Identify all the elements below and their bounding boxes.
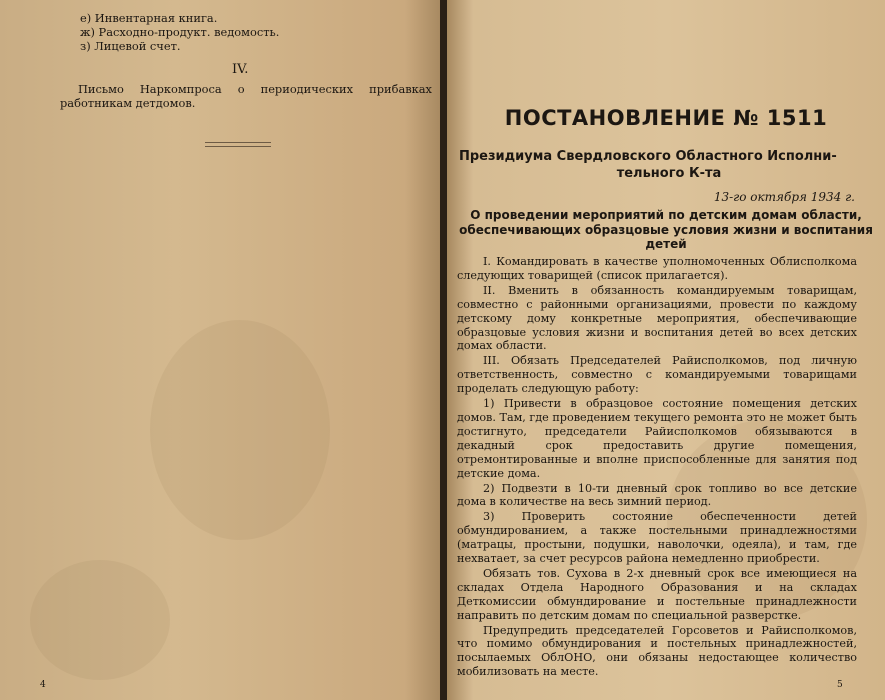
- paragraph-3: III. Обязать Председателей Райисполкомов, под личную ответственность, совместно с командируемыми товарищами проделать следующую работу:: [457, 354, 857, 396]
- paragraph-3-1: 1) Привести в образцовое состояние помещения детских домов. Там, где проведением текущего ремонта это не может быть достигнуто, председатели Райисполкомов обязываются в декадный срок предоставить другие помещения, отремонтированные и вполне приспособленные для занятия под детские дома.: [457, 397, 857, 480]
- presidium-heading: [459, 148, 879, 182]
- page-number-left: 4: [40, 680, 46, 690]
- paragraph-2: II. Вменить в обязанность командируемым товарищам, совместно с районными организациями, провести по каждому детскому дому конкретные мероприятия, обеспечивающие образцовые условия жизни и воспитания детей во всех детских домах области.: [457, 283, 857, 353]
- list-item-zh: ж) Расходно-продукт. ведомость.: [80, 25, 280, 39]
- paragraph-1: I. Командировать в качестве уполномоченных Облисполкома следующих товарищей (список прилагается).: [457, 255, 857, 282]
- presidium-line-2: тельного К-та: [616, 166, 722, 181]
- letter-text: Письмо Наркомпроса о периодических прибавках работникам детдомов.: [60, 82, 432, 110]
- decree-body: [457, 255, 857, 680]
- decree-subject: О проведении мероприятий по детским домам области, обеспечивающих образцовые условия жизни и воспитания детей: [459, 208, 873, 251]
- presidium-line-1: Президиума Свердловского Областного Исполни-: [459, 149, 837, 164]
- paragraph-3-3: 3) Проверить состояние обеспеченности детей обмундированием, а также постельными принадлежностями (матрацы, простыни, подушки, наволочки, одеяла), и там, где нехватает, за счет ресурсов района немедленно приобрести.: [457, 510, 857, 566]
- left-page: [0, 0, 440, 700]
- decree-date: 13-го октября 1934 г.: [713, 190, 855, 204]
- page-number-right: 5: [837, 680, 843, 690]
- paragraph-sukhov: Обязать тов. Сухова в 2-х дневный срок все имеющиеся на складах Отдела Народного Образования и на складах Деткомиссии обмундирование и постельные принадлежности направить по детским домам по специальной разверстке.: [457, 566, 857, 622]
- list-item-z: з) Лицевой счет.: [80, 39, 181, 53]
- section-number: IV.: [232, 62, 249, 77]
- book-gutter: [440, 0, 447, 700]
- divider-rule-top: [205, 142, 271, 143]
- decree-title: ПОСТАНОВЛЕНИЕ № 1511: [504, 106, 828, 130]
- divider-rule-bottom: [205, 146, 271, 147]
- paragraph-warning: Предупредить председателей Горсоветов и Райисполкомов, что помимо обмундирования и постельных принадлежностей, посылаемых ОблОНО, они обязаны недостающее количество мобилизовать на месте.: [457, 623, 857, 679]
- paragraph-3-2: 2) Подвезти в 10-ти дневный срок топливо во все детские дома в количестве на весь зимний период.: [457, 481, 857, 509]
- right-page: [447, 0, 885, 700]
- list-item-e: е) Инвентарная книга.: [80, 11, 218, 25]
